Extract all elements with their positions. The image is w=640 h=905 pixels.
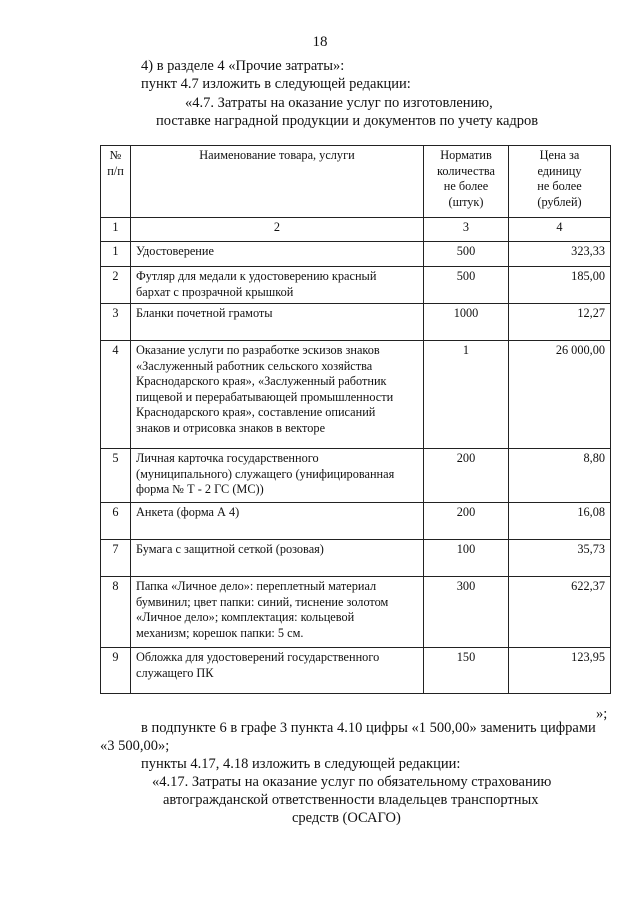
table-row [101,242,611,267]
header-num-line: № [109,148,122,162]
header-num-line: п/п [107,163,124,178]
header-price [509,146,611,218]
row-item-name [131,577,424,648]
intro-line-2: пункт 4.7 изложить в следующей редакции: [141,76,411,92]
item-name-line: Краснодарского края», «Заслуженный работник [136,374,387,388]
row-price: 123,95 [509,648,611,694]
row-quantity: 500 [424,267,509,304]
row-quantity: 500 [424,242,509,267]
row-price: 185,00 [509,267,611,304]
row-number: 5 [101,449,131,503]
item-name-line: бумвинил; цвет папки: синий, тиснение золотом [136,594,389,609]
item-name-line: Анкета (форма А 4) [136,505,240,519]
row-number: 8 [101,577,131,648]
item-name-line: Обложка для удостоверений государственного [136,650,380,664]
closing-quote: »; [596,706,608,722]
row-quantity: 300 [424,577,509,648]
row-price: 26 000,00 [509,341,611,449]
row-quantity: 200 [424,449,509,503]
row-price: 35,73 [509,540,611,577]
row-number: 1 [101,242,131,267]
column-index: 4 [509,218,611,242]
row-number: 4 [101,341,131,449]
goods-table [100,145,611,694]
header-price-line: (рублей) [537,194,582,209]
row-number: 2 [101,267,131,304]
table-row [101,648,611,694]
row-number: 7 [101,540,131,577]
row-quantity: 1 [424,341,509,449]
header-price-line: единицу [537,163,582,178]
page-number: 18 [312,34,328,50]
row-price: 16,08 [509,503,611,540]
item-name-line: Удостоверение [136,244,214,258]
row-item-name [131,341,424,449]
section-title-4-17-line-1: «4.17. Затраты на оказание услуг по обязательному страхованию [152,774,552,790]
column-index: 2 [131,218,424,242]
row-item-name [131,648,424,694]
header-price-line: не более [537,179,582,193]
intro-line-1: 4) в разделе 4 «Прочие затраты»: [141,58,345,74]
section-title-4-7-line-2: поставке наградной продукции и документов по учету кадров [156,113,539,129]
row-number: 3 [101,304,131,341]
item-name-line: (муниципального) служащего (унифицированная [136,466,395,481]
header-num [101,146,131,218]
row-quantity: 1000 [424,304,509,341]
table-row [101,577,611,648]
row-price: 12,27 [509,304,611,341]
table-row [101,540,611,577]
section-title-4-17-line-3: средств (ОСАГО) [292,810,401,826]
row-price: 323,33 [509,242,611,267]
column-index: 3 [424,218,509,242]
header-qty-line: количества [437,163,495,178]
item-name-line: «Личное дело»; комплектация: кольцевой [136,610,355,624]
row-item-name [131,449,424,503]
item-name-line: форма № Т - 2 ГС (МС)) [136,482,264,496]
item-name-line: Оказание услуги по разработке эскизов знаков [136,343,380,357]
row-item-name [131,267,424,304]
header-name-label: Наименование товара, услуги [199,148,355,162]
header-qty [424,146,509,218]
item-name-line: пищевой и перерабатывающей промышленности [136,389,394,404]
item-name-line: бархат с прозрачной крышкой [136,284,294,299]
section-title-4-17-line-2: автогражданской ответственности владельцев транспортных [163,792,539,808]
item-name-line: механизм; корешок папки: 5 см. [136,625,304,640]
table-row [101,304,611,341]
table-row [101,267,611,304]
header-qty-line: Норматив [440,148,492,162]
table-row [101,449,611,503]
item-name-line: Бумага с защитной сеткой (розовая) [136,542,324,556]
item-name-line: «Заслуженный работник сельского хозяйства [136,358,373,373]
table-row [101,503,611,540]
row-price: 8,80 [509,449,611,503]
row-item-name [131,242,424,267]
header-qty-line: не более [443,179,489,193]
row-item-name [131,540,424,577]
item-name-line: Папка «Личное дело»: переплетный материал [136,579,377,593]
table-row [101,341,611,449]
row-price: 622,37 [509,577,611,648]
row-number: 6 [101,503,131,540]
outro-line-1: в подпункте 6 в графе 3 пункта 4.10 цифры «1 500,00» заменить цифрами [141,720,596,736]
header-name [131,146,424,218]
row-quantity: 100 [424,540,509,577]
outro-line-3: пункты 4.17, 4.18 изложить в следующей редакции: [141,756,461,772]
item-name-line: знаков и отрисовка знаков в векторе [136,420,326,435]
outro-line-2: «3 500,00»; [100,738,170,754]
table-header-row [101,146,611,218]
item-name-line: Футляр для медали к удостоверению красный [136,269,377,283]
item-name-line: Личная карточка государственного [136,451,319,465]
item-name-line: служащего ПК [136,665,214,680]
column-index: 1 [101,218,131,242]
column-index-row [101,218,611,242]
row-number: 9 [101,648,131,694]
row-quantity: 150 [424,648,509,694]
row-quantity: 200 [424,503,509,540]
section-title-4-7-line-1: «4.7. Затраты на оказание услуг по изготовлению, [185,95,493,111]
header-qty-line: (штук) [448,194,484,209]
item-name-line: Краснодарского края», составление описаний [136,405,376,419]
row-item-name [131,503,424,540]
item-name-line: Бланки почетной грамоты [136,306,273,320]
header-price-line: Цена за [539,148,580,162]
row-item-name [131,304,424,341]
